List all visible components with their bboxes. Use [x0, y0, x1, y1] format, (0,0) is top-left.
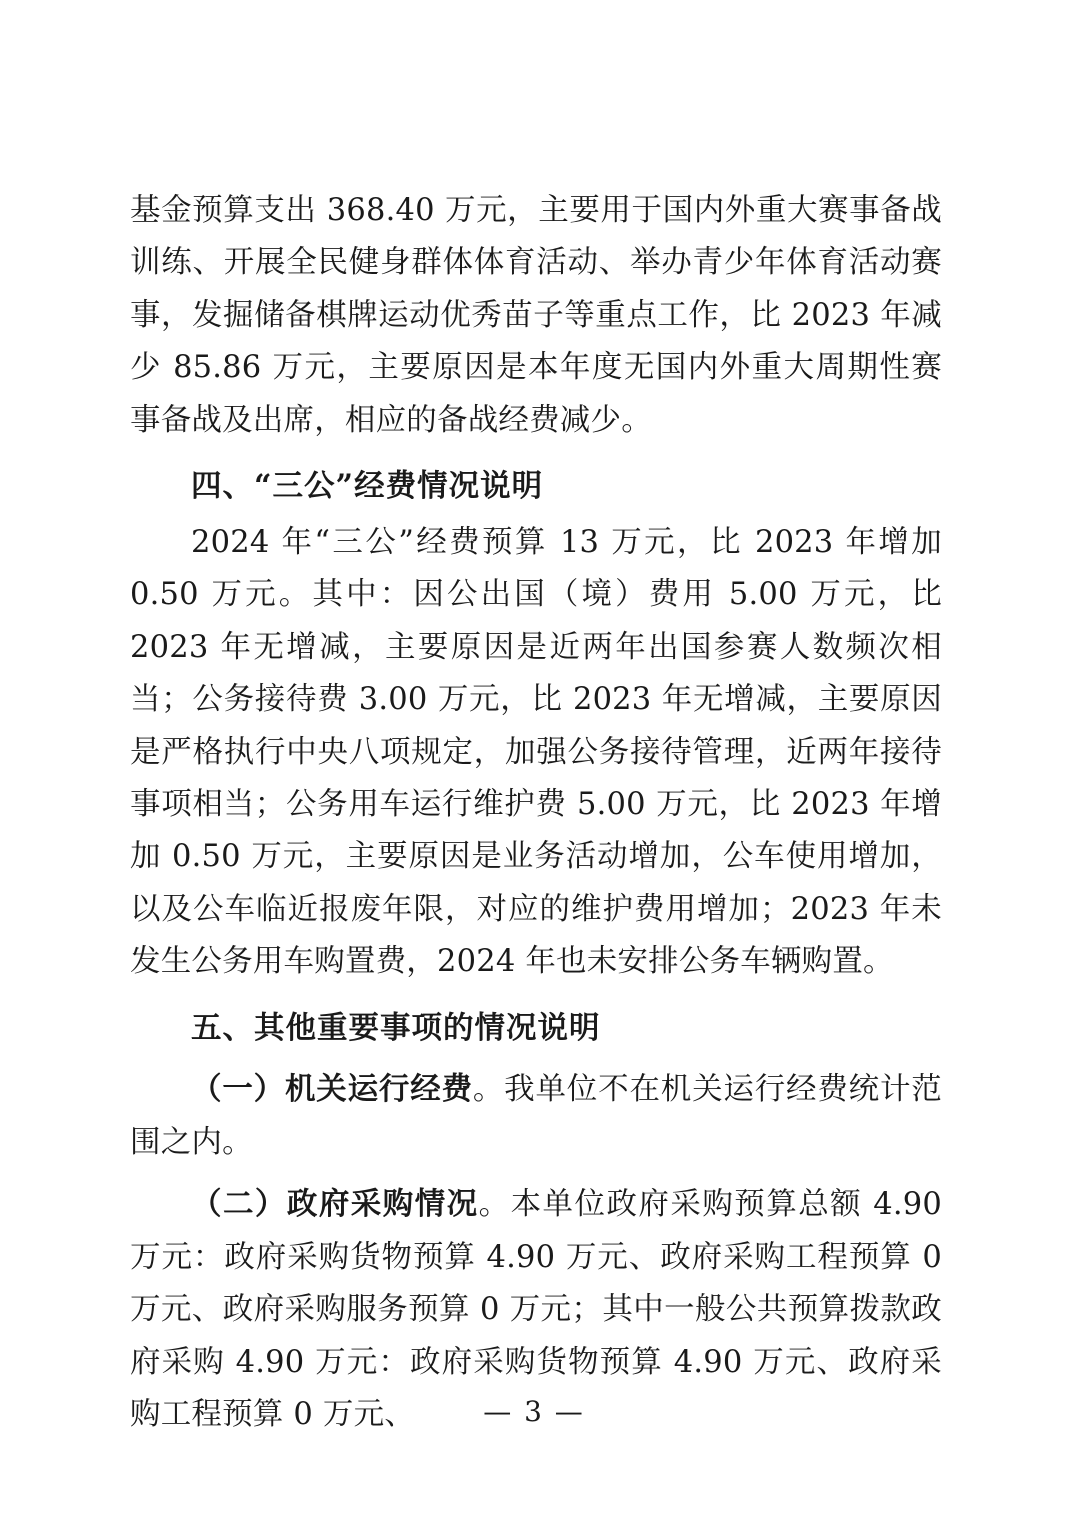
- section-heading-five: 五、其他重要事项的情况说明: [191, 1009, 601, 1046]
- paragraph-government-procurement: （二）政府采购情况。本单位政府采购预算总额 4.90 万元：政府采购货物预算 4.90 万元、政府采购工程预算 0 万元、政府采购服务预算 0 万元；其中一般公共预算拨款政府采购 4.90 万元：政府采购货物预算 4.90 万元、政府采购工程预算 0 万元、: [130, 1186, 942, 1432]
- paragraph-fund-budget: 基金预算支出 368.40 万元，主要用于国内外重大赛事备战训练、开展全民健身群体体育活动、举办青少年体育活动赛事，发掘储备棋牌运动优秀苗子等重点工作，比 2023 年减少 85.86 万元，主要原因是本年度无国内外重大周期性赛事备战及出席，相应的备战经费减少。: [130, 193, 942, 438]
- page-content: [130, 185, 942, 1441]
- run-in-heading: （二）政府采购情况: [191, 1186, 479, 1223]
- page-footer: [0, 1395, 1074, 1428]
- section-heading-four: 四、“三公”经费情况说明: [191, 468, 544, 505]
- paragraph-three-public-expenses: 2024 年“三公”经费预算 13 万元，比 2023 年增加 0.50 万元。其中：因公出国（境）费用 5.00 万元，比 2023 年无增减，主要原因是近两年出国参赛人数频次相当；公务接待费 3.00 万元，比 2023 年无增减，主要原因是严格执行中央八项规定，加强公务接待管理，近两年接待事项相当；公务用车运行维护费 5.00 万元，比 2023 年增加 0.50 万元，主要原因是业务活动增加，公车使用增加，以及公车临近报废年限，对应的维护费用增加；2023 年未发生公务用车购置费，2024 年也未安排公务车辆购置。: [130, 524, 942, 980]
- page-number: — 3 —: [483, 1395, 585, 1428]
- paragraph-agency-operating-costs: （一）机关运行经费。我单位不在机关运行经费统计范围之内。: [130, 1071, 942, 1160]
- run-in-heading: （一）机关运行经费: [191, 1071, 473, 1108]
